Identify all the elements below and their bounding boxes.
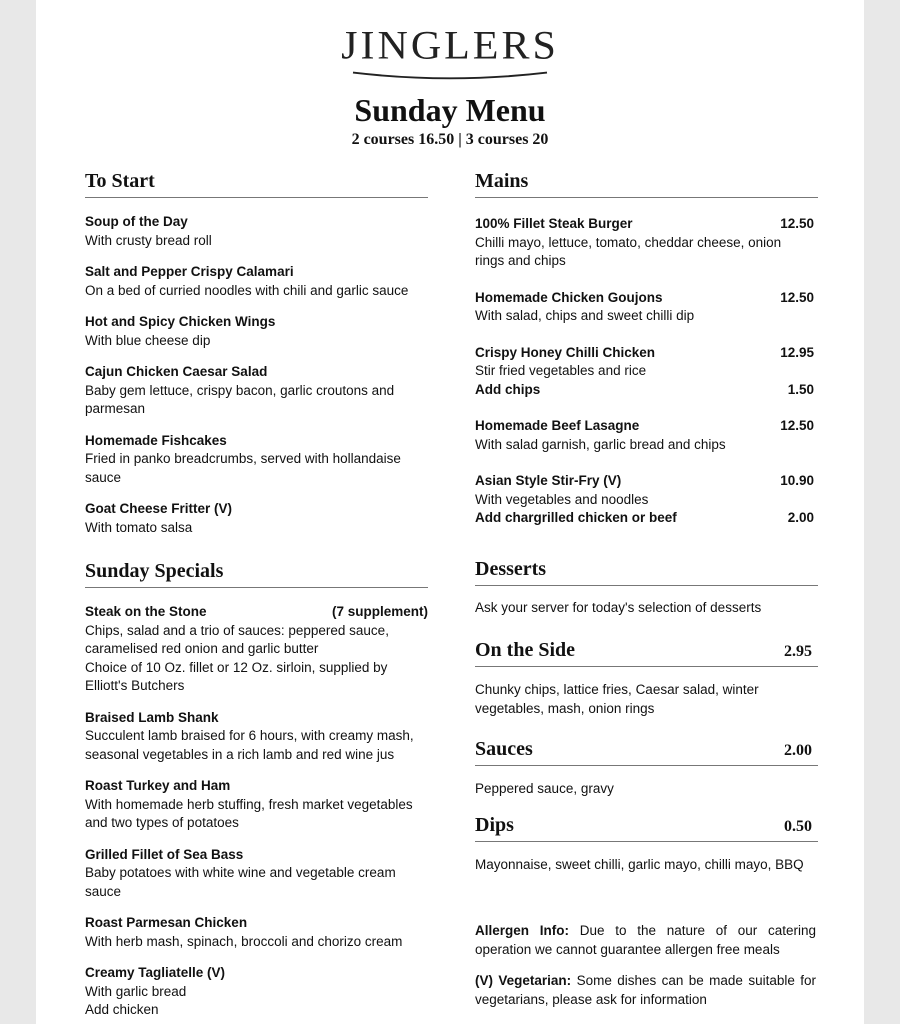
item-extra-price: 1.50 <box>787 381 814 397</box>
item-desc: Chips, salad and a trio of sauces: peppered sauce, caramelised red onion and garlic butter <box>85 622 389 656</box>
item-price: 12.95 <box>780 344 814 360</box>
menu-item <box>475 472 818 528</box>
item-name: Grilled Fillet of Sea Bass <box>85 846 244 862</box>
section-price: 2.95 <box>784 643 812 660</box>
item-extra: Add chips <box>475 381 541 397</box>
vegetarian-text: Some dishes can be made suitable for vegetarians, please ask for information <box>475 973 816 1007</box>
section-heading <box>475 814 818 842</box>
item-name: 100% Fillet Steak Burger <box>475 216 633 231</box>
section-heading <box>475 170 818 198</box>
heading-text: To Start <box>85 170 155 192</box>
item-desc: Stir fried vegetables and rice <box>475 363 647 378</box>
on-the-side-section <box>475 639 818 718</box>
item-desc: With vegetables and noodles <box>475 491 649 507</box>
section-heading <box>85 560 428 588</box>
logo-underline <box>345 71 555 84</box>
item-desc: With salad, chips and sweet chilli dip <box>475 308 695 323</box>
mains-section <box>475 170 818 528</box>
item-name: Steak on the Stone <box>85 604 207 619</box>
logo-text: JINGLERS <box>341 24 559 68</box>
item-name: Asian Style Stir-Fry (V) <box>475 473 622 488</box>
vegetarian-info <box>475 972 816 1009</box>
item-price: 12.50 <box>780 216 814 231</box>
desserts-section <box>475 558 818 618</box>
allergen-info <box>475 922 816 959</box>
menu-item <box>85 313 428 350</box>
menu-item <box>85 213 428 250</box>
heading-text: Desserts <box>475 558 547 580</box>
item-name: Cajun Chicken Caesar Salad <box>85 364 268 379</box>
item-desc: Choice of 10 Oz. fillet or 12 Oz. sirloin, supplied by Elliott's Butchers <box>85 659 388 693</box>
jinglers-logo <box>36 23 864 69</box>
to-start-section <box>85 170 428 537</box>
menu-item <box>475 215 818 271</box>
section-heading <box>475 558 818 586</box>
menu-item <box>475 417 818 454</box>
item-name: Homemade Fishcakes <box>85 432 227 448</box>
item-desc: Chilli mayo, lettuce, tomato, cheddar cheese, onion rings and chips <box>475 234 782 268</box>
price-summary: 2 courses 16.50 | 3 courses 20 <box>351 131 549 148</box>
item-price: 10.90 <box>780 473 814 488</box>
section-text: Chunky chips, lattice fries, Caesar salad, winter vegetables, mash, onion rings <box>475 682 759 716</box>
item-name: Homemade Beef Lasagne <box>475 418 640 433</box>
section-heading <box>85 170 428 198</box>
heading-text: Dips <box>475 814 514 836</box>
menu-item <box>85 709 428 765</box>
item-price: 12.50 <box>780 418 814 433</box>
item-desc: With salad garnish, garlic bread and chips <box>475 436 726 452</box>
item-extra-price: 2.00 <box>787 510 814 525</box>
section-price: 0.50 <box>784 818 812 835</box>
dips-section <box>475 814 818 875</box>
heading-text: On the Side <box>475 639 576 661</box>
page-title: Sunday Menu <box>354 92 546 128</box>
item-extra: Add chargrilled chicken or beef <box>475 510 677 525</box>
item-desc: Fried in panko breadcrumbs, served with hollandaise sauce <box>85 451 401 485</box>
item-desc: With homemade herb stuffing, fresh market vegetables and two types of potatoes <box>85 796 413 830</box>
item-price: (7 supplement) <box>331 604 428 619</box>
item-name: Soup of the Day <box>85 214 188 229</box>
menu-item <box>85 432 428 488</box>
sauces-section <box>475 738 818 799</box>
item-desc: Baby potatoes with white wine and vegetable cream sauce <box>85 865 396 899</box>
section-price: 2.00 <box>784 742 812 759</box>
item-name: Homemade Chicken Goujons <box>475 289 663 305</box>
notes-section <box>475 922 816 1009</box>
heading-text: Sunday Specials <box>85 560 224 582</box>
item-desc: Succulent lamb braised for 6 hours, with creamy mash, seasonal vegetables in a rich lamb and red wine jus <box>85 728 414 762</box>
item-name: Salt and Pepper Crispy Calamari <box>85 264 294 279</box>
menu-item <box>85 603 428 696</box>
item-desc: Baby gem lettuce, crispy bacon, garlic croutons and parmesan <box>85 382 395 416</box>
menu-item <box>475 289 818 326</box>
item-desc: With herb mash, spinach, broccoli and chorizo cream <box>85 933 403 949</box>
menu-item <box>85 500 428 537</box>
item-name: Creamy Tagliatelle (V) <box>85 965 226 980</box>
menu-item <box>85 964 428 1020</box>
vegetarian-label: (V) Vegetarian: <box>475 973 572 988</box>
item-name: Crispy Honey Chilli Chicken <box>475 344 656 360</box>
allergen-text: Due to the nature of our catering operation we cannot guarantee allergen free meals <box>475 923 816 957</box>
item-name: Roast Turkey and Ham <box>85 778 231 793</box>
menu-item <box>85 263 428 300</box>
item-desc: On a bed of curried noodles with chili and garlic sauce <box>85 282 409 298</box>
menu-item <box>475 344 818 400</box>
menu-item <box>85 777 428 833</box>
section-text: Mayonnaise, sweet chilli, garlic mayo, chilli mayo, BBQ <box>475 857 804 872</box>
menu-item <box>85 846 428 902</box>
allergen-label: Allergen Info: <box>475 923 569 938</box>
item-name: Goat Cheese Fritter (V) <box>85 501 233 516</box>
section-heading <box>475 639 818 667</box>
item-desc: With crusty bread roll <box>85 232 212 248</box>
item-name: Hot and Spicy Chicken Wings <box>85 314 276 329</box>
item-desc: With blue cheese dip <box>85 332 211 348</box>
item-desc: With garlic bread <box>85 983 187 999</box>
section-text: Ask your server for today's selection of desserts <box>475 600 762 615</box>
menu-item <box>85 914 428 951</box>
heading-text: Mains <box>475 170 529 192</box>
section-heading <box>475 738 818 766</box>
menu-item <box>85 363 428 419</box>
heading-text: Sauces <box>475 738 533 760</box>
item-price: 12.50 <box>780 289 814 305</box>
menu-page <box>36 0 864 1024</box>
section-text: Peppered sauce, gravy <box>475 781 614 796</box>
item-desc: With tomato salsa <box>85 519 193 535</box>
item-desc: Add chicken <box>85 1002 159 1017</box>
item-name: Roast Parmesan Chicken <box>85 915 248 930</box>
sunday-specials-section <box>85 560 428 1020</box>
item-name: Braised Lamb Shank <box>85 709 219 725</box>
